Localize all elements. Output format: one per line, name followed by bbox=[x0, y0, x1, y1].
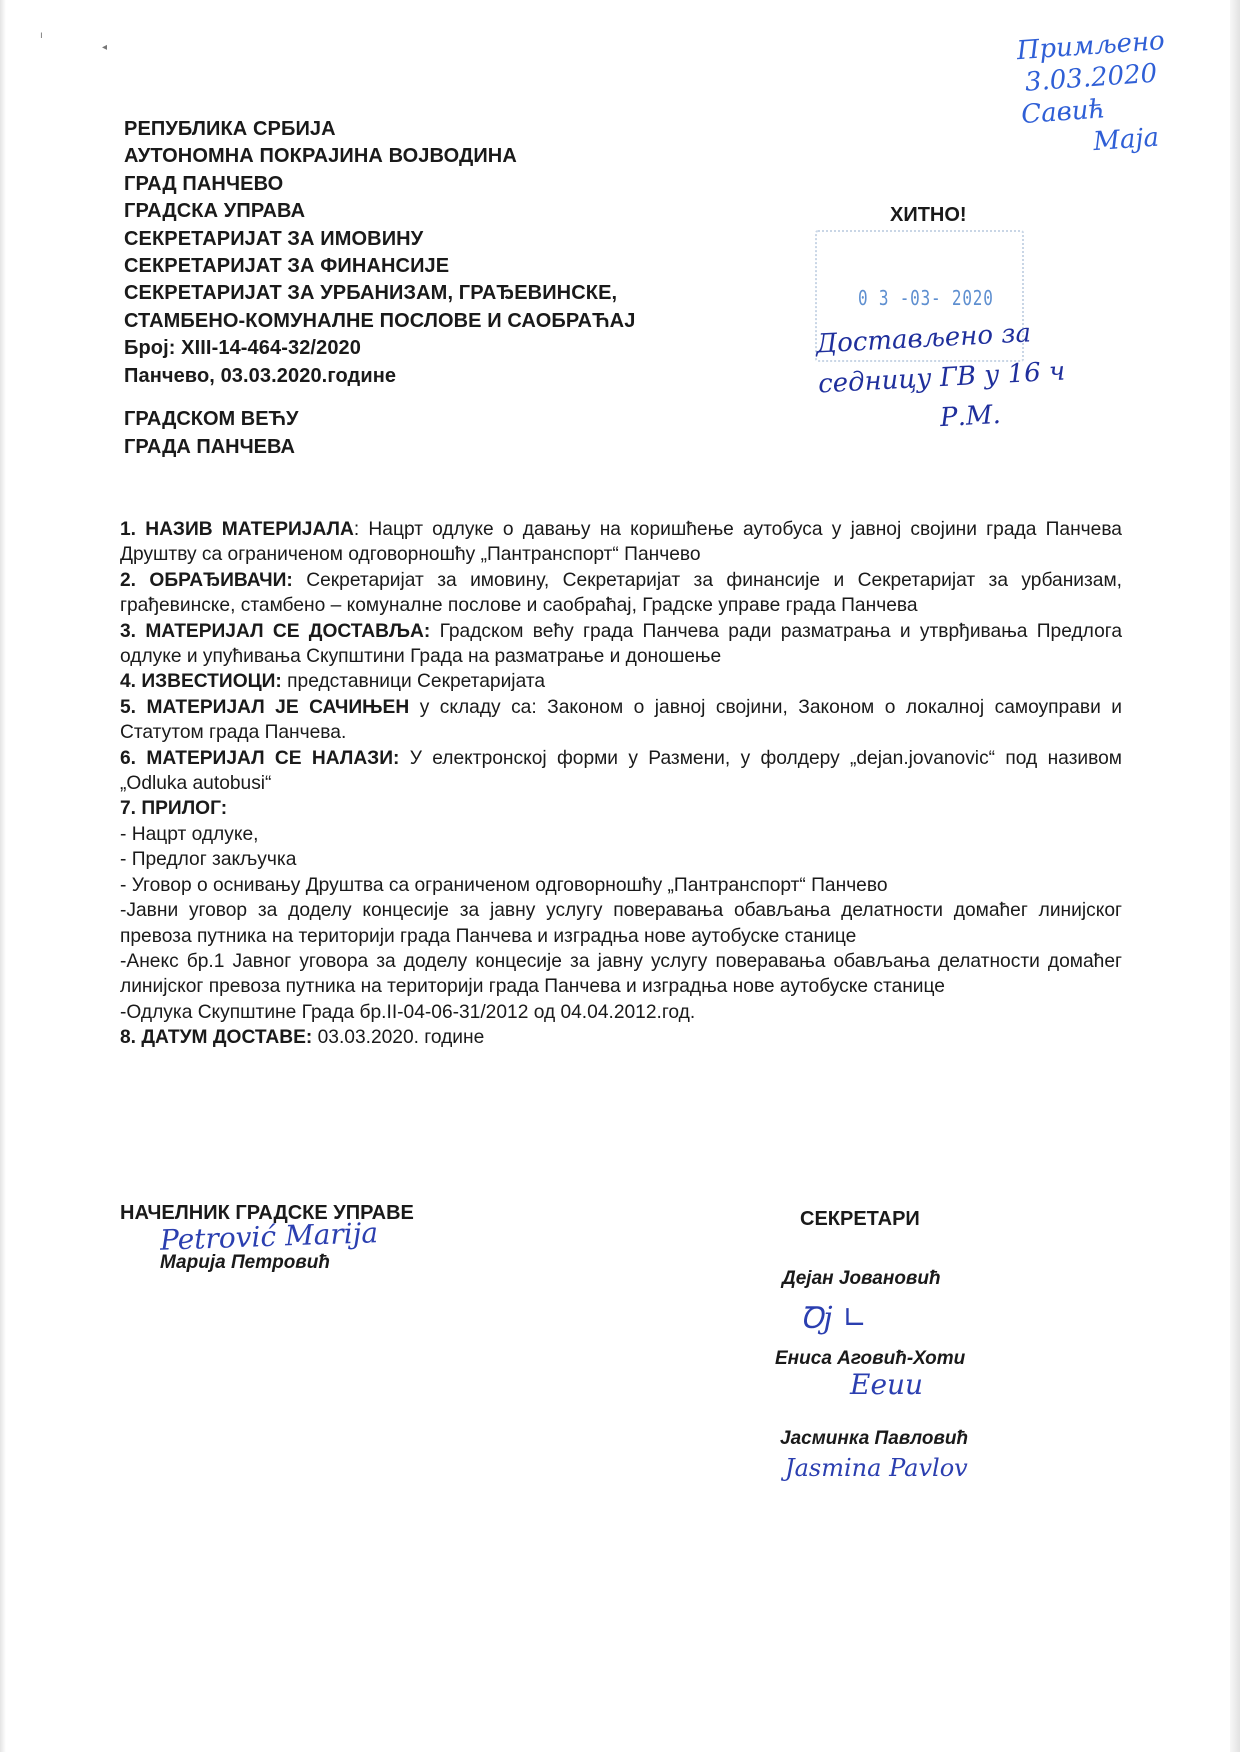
item-legal-basis bbox=[120, 695, 1122, 746]
addressee-line: ГРАДА ПАНЧЕВА bbox=[124, 436, 295, 458]
handwritten-line: Примљено bbox=[1015, 25, 1166, 67]
item-label: 8. ДАТУМ ДОСТАВЕ: bbox=[120, 1027, 313, 1049]
item-label: 3. МАТЕРИЈАЛ СЕ ДОСТАВЉА: bbox=[120, 620, 431, 642]
signatory-name: Ениса Аговић-Хоти bbox=[775, 1348, 966, 1369]
signature-secretaries bbox=[775, 1208, 969, 1482]
item-material-name: 1. НАЗИВ МАТЕРИЈАЛА: Нацрт одлуке о давању на коришћење аутобуса у јавној својини града Панчева Друштву са ограниченом одговорношћу „Пантранспорт“ Панчево bbox=[120, 519, 1122, 566]
urgent-label: ХИТНО! bbox=[890, 204, 967, 226]
item-reporters bbox=[120, 669, 1122, 694]
item-text: У електронској форми у Размени, у фолдеру „dejan.jovanovic“ под називом „Odluka autobusi“ bbox=[120, 747, 1122, 795]
signatory-name: Јасминка Павловић bbox=[780, 1428, 969, 1449]
handwritten-line: седницу ГВ у 16 ч bbox=[817, 356, 1066, 400]
signature-title: НАЧЕЛНИК ГРАДСКЕ УПРАВЕ bbox=[120, 1202, 414, 1224]
item-delivered-to bbox=[120, 619, 1122, 670]
item-label: 7. ПРИЛОГ: bbox=[120, 798, 228, 820]
header-line: ГРАД ПАНЧЕВО bbox=[124, 172, 284, 195]
letterhead bbox=[124, 116, 635, 390]
attachment-item: - Нацрт одлуке, bbox=[120, 823, 259, 845]
header-line: СТАМБЕНО-КОМУНАЛНЕ ПОСЛОВЕ И САОБРАЋАЈ bbox=[124, 309, 636, 332]
item-label: 4. ИЗВЕСТИОЦИ: bbox=[120, 671, 282, 693]
item-label: 2. ОБРАЂИВАЧИ: bbox=[120, 569, 293, 591]
handwritten-signature: Eeuu bbox=[850, 1368, 924, 1401]
item-delivery-date bbox=[120, 1025, 1122, 1050]
handwritten-signature: Jasmina Pavlov bbox=[785, 1454, 968, 1482]
item-attachments-heading bbox=[120, 796, 1122, 821]
scan-left-edge bbox=[0, 0, 6, 1752]
item-text: представници Секретаријата bbox=[287, 671, 546, 693]
attachment-item: -Јавни уговор за доделу концесије за јавну услугу поверавања обављања делатности домаћег линијског превоза путника на територији града Панчева и изградња нове аутобуске станице bbox=[120, 900, 1122, 947]
scan-speck: ◂ bbox=[102, 42, 108, 53]
attachment-item: - Уговор о оснивању Друштва са ограниченом одговорношћу „Пантранспорт“ Панчево bbox=[120, 874, 888, 896]
attachment-item: -Одлука Скупштине Града бр.II-04-06-31/2012 од 04.04.2012.год. bbox=[120, 1001, 696, 1023]
scan-speck: ı bbox=[40, 30, 43, 41]
handwritten-signature: Petrović Marija bbox=[159, 1216, 379, 1257]
header-line: АУТОНОМНА ПОКРАЈИНА ВОЈВОДИНА bbox=[124, 145, 517, 168]
item-processors bbox=[120, 568, 1122, 619]
header-line: СЕКРЕТАРИЈАТ ЗА УРБАНИЗАМ, ГРАЂЕВИНСКЕ, bbox=[124, 282, 618, 305]
signature-head-of-administration bbox=[120, 1202, 414, 1273]
item-label: 1. НАЗИВ МАТЕРИЈАЛА bbox=[120, 519, 354, 540]
item-text: Нацрт одлуке о давању на коришћење аутобуса у јавној својини града Панчева Друштву са ограниченом одговорношћу „Пантранспорт“ Панчево bbox=[120, 519, 1122, 566]
signatory-name: Марија Петровић bbox=[160, 1252, 330, 1273]
handwritten-line: Достављено за bbox=[815, 318, 1032, 360]
attachment-item: -Анекс бр.1 Јавног уговора за доделу концесије за јавну услугу поверавања обављања делатности домаћег линијског превоза путника на територији града Панчева и изградња нове аутобуске станице bbox=[120, 950, 1122, 998]
scan-right-edge bbox=[1230, 0, 1240, 1752]
item-text: 03.03.2020. године bbox=[312, 1027, 485, 1049]
header-line: СЕКРЕТАРИЈАТ ЗА ФИНАНСИЈЕ bbox=[124, 255, 450, 278]
handwritten-line: 3.03.2020 bbox=[1024, 58, 1159, 98]
material-details bbox=[120, 517, 1122, 1051]
signature-title: СЕКРЕТАРИ bbox=[800, 1208, 920, 1230]
handwritten-signature: Ꝺј ∟ bbox=[800, 1301, 868, 1336]
item-text: Секретаријат за имовину, Секретаријат за финансије и Секретаријат за урбанизам, грађевинске, стамбено – комуналне послове и саобраћај, Градске управе града Панчева bbox=[120, 569, 1123, 617]
signatory-name: Дејан Јовановић bbox=[782, 1268, 941, 1289]
addressee-line: ГРАДСКОМ ВЕЋУ bbox=[124, 408, 299, 430]
stamp-date: 0 3 -03- 2020 bbox=[858, 286, 994, 310]
header-line: СЕКРЕТАРИЈАТ ЗА ИМОВИНУ bbox=[124, 227, 424, 250]
item-label: 6. МАТЕРИЈАЛ СЕ НАЛАЗИ: bbox=[120, 747, 400, 769]
stamp-handwritten-note bbox=[815, 312, 1068, 445]
item-label: 5. МАТЕРИЈАЛ ЈЕ САЧИЊЕН bbox=[120, 696, 410, 718]
header-line: ГРАДСКА УПРАВА bbox=[124, 200, 306, 223]
addressee bbox=[124, 405, 299, 461]
document-date: Панчево, 03.03.2020.године bbox=[124, 364, 397, 387]
handwritten-line: Маја bbox=[1092, 122, 1160, 158]
handwritten-initials: Р.М. bbox=[939, 399, 1002, 434]
handwritten-line: Савић bbox=[1020, 94, 1107, 131]
header-line: РЕПУБЛИКА СРБИЈА bbox=[124, 118, 336, 140]
attachment-item: - Предлог закључка bbox=[120, 849, 297, 871]
item-location bbox=[120, 746, 1122, 797]
item-text: у складу са: Законом о јавној својини, Законом о локалној самоуправи и Статутом града Панчева. bbox=[120, 696, 1122, 744]
document-number: Број: XIII-14-464-32/2020 bbox=[124, 337, 361, 360]
handwritten-receipt-note bbox=[1016, 25, 1173, 163]
item-text: Градском већу града Панчева ради разматрања и утврђивања Предлога одлуке и упућивања Скупштини Града на разматрање и доношење bbox=[120, 620, 1123, 668]
